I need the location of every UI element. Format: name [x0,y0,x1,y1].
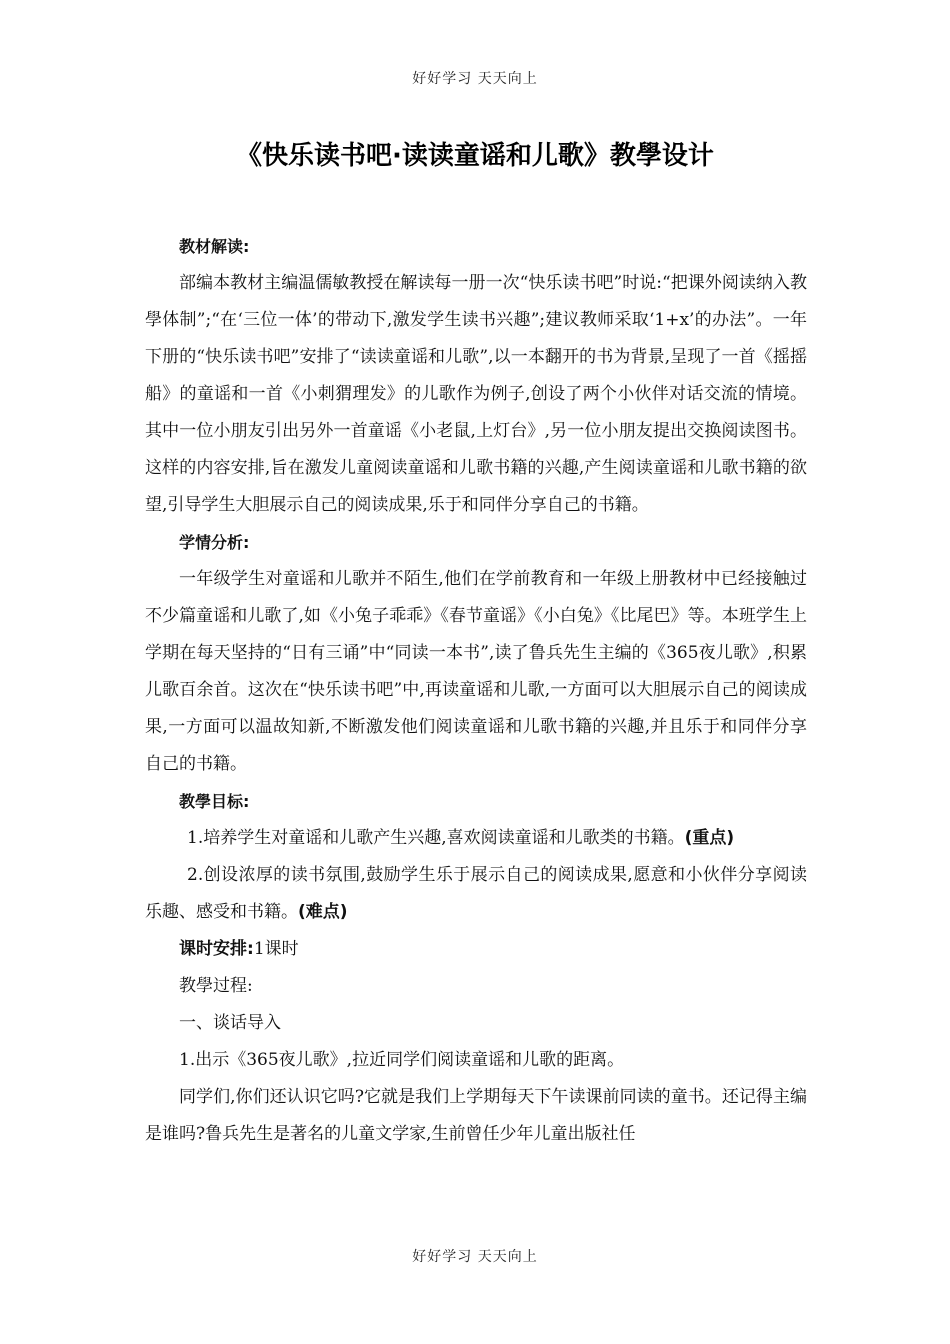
goal-text-1: 1.培养学生对童谣和儿歌产生兴趣,喜欢阅读童谣和儿歌类的书籍。 [187,828,685,848]
section-heading-material: 教材解读: [179,237,250,256]
document-title: 《快乐读书吧·读读童谣和儿歌》教學设计 [236,141,714,171]
process-heading: 教學过程: [179,976,253,996]
document-body [145,228,807,1153]
page-header: 好好学习 天天向上 [412,71,538,87]
section-heading-students: 学情分析: [179,533,250,552]
schedule-value: 1课时 [253,939,299,959]
goal-mark-2: (难点) [298,902,348,922]
goal-item-2 [145,857,807,931]
paragraph-material: 部编本教材主编温儒敏教授在解读每一册一次“快乐读书吧”时说:“把课外阅读纳入教學体制”;“在‘三位一体’的带动下,激发学生读书兴趣”;建议教师采取‘1+x’的办法”。一年下册的“快乐读书吧”安排了“读读童谣和儿歌”,以一本翻开的书为背景,呈现了一首《摇摇船》的童谣和一首《小刺猬理发》的儿歌作为例子,创设了两个小伙伴对话交流的情境。其中一位小朋友引出另外一首童谣《小老鼠,上灯台》,另一位小朋友提出交换阅读图书。这样的内容安排,旨在激发儿童阅读童谣和儿歌书籍的兴趣,产生阅读童谣和儿歌书籍的欲望,引导学生大胆展示自己的阅读成果,乐于和同伴分享自己的书籍。 [145,273,807,515]
schedule-heading: 课时安排: [179,939,254,959]
section-heading-goals: 教學目标: [179,792,250,811]
process-step-1: 一、谈话导入 [179,1013,281,1033]
paragraph-process: 同学们,你们还认识它吗?它就是我们上学期每天下午读课前同读的童书。还记得主编是谁吗?鲁兵先生是著名的儿童文学家,生前曾任少年儿童出版社任 [145,1087,807,1144]
goal-item-1 [145,820,807,857]
goal-mark-1: (重点) [684,828,735,848]
page-footer: 好好学习 天天向上 [412,1249,538,1265]
paragraph-students: 一年级学生对童谣和儿歌并不陌生,他们在学前教育和一年级上册教材中已经接触过不少篇童谣和儿歌了,如《小兔子乖乖》《春节童谣》《小白兔》《比尾巴》等。本班学生上学期在每天坚持的“日有三诵”中“同读一本书”,读了鲁兵先生主编的《365夜儿歌》,积累儿歌百余首。这次在“快乐读书吧”中,再读童谣和儿歌,一方面可以大胆展示自己的阅读成果,一方面可以温故知新,不断激发他们阅读童谣和儿歌书籍的兴趣,并且乐于和同伴分享自己的书籍。 [145,569,807,774]
goal-text-2: 2.创设浓厚的读书氛围,鼓励学生乐于展示自己的阅读成果,愿意和小伙伴分享阅读乐趣、感受和书籍。 [145,865,807,922]
schedule-line [145,931,807,968]
process-item-1: 1.出示《365夜儿歌》,拉近同学们阅读童谣和儿歌的距离。 [179,1050,625,1070]
